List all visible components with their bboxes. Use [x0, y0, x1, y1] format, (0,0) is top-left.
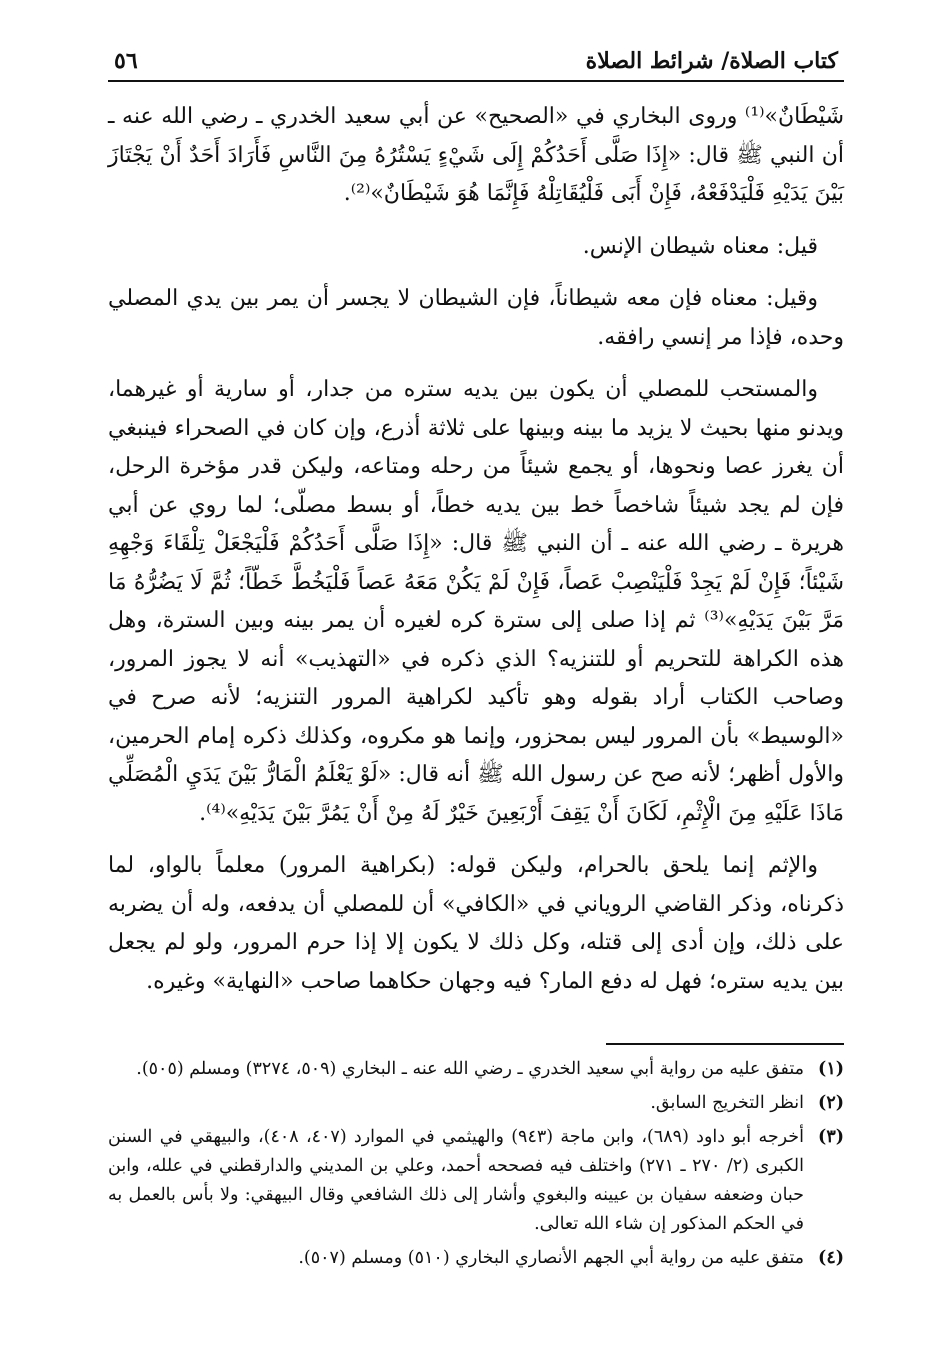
page-number: ٥٦: [114, 48, 138, 74]
footnote-text: متفق عليه من رواية أبي الجهم الأنصاري البخاري (٥١٠) ومسلم (٥٠٧).: [298, 1248, 804, 1268]
header-title: كتاب الصلاة/ شرائط الصلاة: [585, 48, 838, 74]
footnote: [108, 1244, 844, 1273]
footnote-number: (٢): [818, 1093, 844, 1113]
paragraph: والإثم إنما يلحق بالحرام، وليكن قوله: (بكراهية المرور) معلماً بالواو، لما ذكرناه، وذكر القاضي الروياني في «الكافي» أن للمصلي أن يدفعه، وله أن يضربه على ذلك، وإن أدى إلى قتله، وكل ذلك لا يكون إلا إذا حرم المرور، ولو لم يجعل بين يديه ستره؛ فهل له دفع المار؟ فيه وجهان حكاهما صاحب «النهاية» وغيره.: [108, 853, 844, 994]
paragraph: قيل: معناه شيطان الإنس.: [582, 233, 818, 259]
footnote-text: أخرجه أبو داود (٦٨٩)، وابن ماجة (٩٤٣) والهيثمي في الموارد (٤٠٧، ٤٠٨)، والبيهقي في السنن الكبرى (٢/ ٢٧٠ ـ ٢٧١) واختلف فيه فصححه أحمد، وعلي بن المديني والدارقطني في علله، وابن حبان وضعفه سفيان بن عيينه والبغوي وأشار إلى ذلك الشافعي وقال البيهقي: ولا بأس بالعمل به في الحكم المذكور إن شاء الله تعالى.: [108, 1127, 804, 1234]
footnote-number: (٤): [818, 1248, 844, 1268]
paragraph: شَيْطَانٌ»⁽¹⁾ وروى البخاري في «الصحيح» عن أبي سعيد الخدري ـ رضي الله عنه ـ أن النبي ﷺ قال: «إِذَا صَلَّى أَحَدُكُمْ إِلَى شَيْءٍ يَسْتُرُهُ مِنَ النَّاسِ فَأَرَادَ أَحَدٌ أَنْ يَجْتَازَ بَيْنَ يَدَيْهِ فَلْيَدْفَعْهُ، فَإِنْ أَبَى فَلْيُقَاتِلْهُ فَإِنَّمَا هُوَ شَيْطَانٌ»⁽²⁾.: [108, 104, 844, 206]
running-header: [108, 48, 844, 82]
footnotes: [108, 1055, 844, 1273]
footnote-number: (١): [818, 1059, 844, 1079]
footnote-separator: [606, 1043, 844, 1045]
paragraph: وقيل: معناه فإن معه شيطاناً، فإن الشيطان لا يجسر أن يمر بين يدي المصلي وحده، فإذا مر إنسي رافقه.: [108, 286, 844, 350]
main-text: [108, 98, 844, 1001]
footnote: [108, 1089, 844, 1118]
footnote-number: (٣): [818, 1127, 844, 1147]
footnote-text: متفق عليه من رواية أبي سعيد الخدري ـ رضي الله عنه ـ البخاري (٥٠٩، ٣٢٧٤) ومسلم (٥٠٥).: [136, 1059, 804, 1079]
paragraph: والمستحب للمصلي أن يكون بين يديه ستره من جدار، أو سارية أو غيرهما، ويدنو منها بحيث لا يزيد ما بينه وبينها على ثلاثة أذرع، وإن كان في الصحراء فينبغي أن يغرز عصا ونحوها، أو يجمع شيئاً من رحله ومتاعه، وليكن قدر مؤخرة الرحل، فإن لم يجد شيئاً شاخصاً خط بين يديه خطاً، أو بسط مصلّى؛ لما روي عن أبي هريرة ـ رضي الله عنه ـ أن النبي ﷺ قال: «إِذَا صَلَّى أَحَدُكُمْ فَلْيَجْعَلْ تِلْقَاءَ وَجْهِهِ شَيْئاً؛ فَإِنْ لَمْ يَجِدْ فَلْيَنْصِبْ عَصاً، فَإِنْ لَمْ يَكُنْ مَعَهُ عَصاً فَلْيَخُطَّ خَطّاً؛ ثُمَّ لَا يَضُرُّهُ مَا مَرَّ بَيْنَ يَدَيْهِ»⁽³⁾ ثم إذا صلى إلى سترة كره لغيره أن يمر بينه وبين السترة، وهل هذه الكراهة للتحريم أو للتنزيه؟ الذي ذكره في «التهذيب» أنه لا يجوز المرور، وصاحب الكتاب أراد بقوله وهو تأكيد لكراهية المرور التنزيه؛ لأنه صرح في «الوسيط» بأن المرور ليس بمحزور، وإنما هو مكروه، وكذلك ذكره إمام الحرمين، والأول أظهر؛ لأنه صح عن رسول الله ﷺ أنه قال: «لَوْ يَعْلَمُ الْمَارُّ بَيْنَ يَدَيِ الْمُصَلِّي مَاذَا عَلَيْهِ مِنَ الْإِثْمِ، لَكَانَ أَنْ يَقِفَ أَرْبَعِينَ خَيْرٌ لَهُ مِنْ أَنْ يَمُرَّ بَيْنَ يَدَيْهِ»⁽⁴⁾.: [108, 377, 845, 826]
footnote-text: انظر التخريج السابق.: [650, 1093, 804, 1113]
footnote: [108, 1055, 844, 1084]
footnote: [108, 1123, 844, 1239]
